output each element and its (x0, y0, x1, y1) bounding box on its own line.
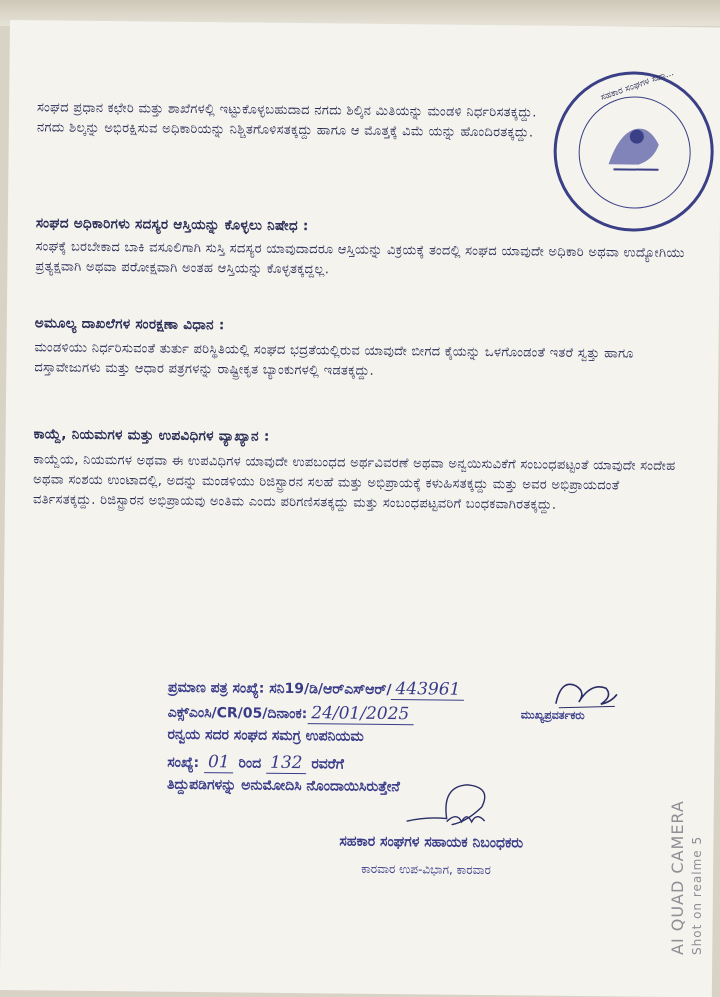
paragraph-records-protection: ಮಂಡಳಿಯು ನಿರ್ಧರಿಸುವಂತೆ ತುರ್ತು ಪರಿಸ್ಥಿತಿಯಲ್ಲಿ ಸಂಘದ ಭದ್ರತೆಯಲ್ಲಿರುವ ಯಾವುದೇ ಬೀಗದ ಕೈಯನ್ನು ಒಳಗೊಂಡಂತೆ ಇತರೆ ಸ್ವತ್ತು ಹಾಗೂ ದಸ್ತಾವೇಜುಗಳು ಮತ್ತು ಆಧಾರ ಪತ್ರಗಳನ್ನು ರಾಷ್ಟ್ರೀಕೃತ ಬ್ಯಾಂಕುಗಳಲ್ಲಿ ಇಡತಕ್ಕದ್ದು. (34, 340, 634, 379)
certificate-number-label: ಪ್ರಮಾಣ ಪತ್ರ ಸಂಖ್ಯೆ: ಸನಿ19/ಡಿ/ಆರ್‌ಎಸ್‌ಆರ್/ (167, 679, 392, 699)
heading-property-purchase-ban: ಸಂಘದ ಅಧಿಕಾರಿಗಳು ಸದಸ್ಯರ ಆಸ್ತಿಯನ್ನು ಕೊಳ್ಳಲು ನಿಷೇಧ : (35, 215, 309, 235)
certificate-number-line (168, 677, 465, 700)
range-suffix-text: ರವರೆಗೆ (311, 756, 344, 773)
official-seal-stamp (553, 68, 715, 233)
chief-promoter-label: ಮುಖ್ಯಪ್ರವರ್ತಕರು (520, 708, 585, 723)
registrar-signature (396, 776, 517, 837)
seal-emblem-icon (598, 114, 669, 175)
certificate-date-label: ಎಕ್ಸ್‌ಎಂಸಿ/CR/05/ದಿನಾಂಕ: (167, 704, 308, 723)
paragraph-interpretation: ಕಾಯ್ದೆಯ, ನಿಯಮಗಳ ಅಥವಾ ಈ ಉಪವಿಧಿಗಳ ಯಾವುದೇ ಉಪಬಂಧದ ಅರ್ಥವಿವರಣೆ ಅಥವಾ ಅನ್ವಯಿಸುವಿಕೆಗೆ ಸಂಬಂಧಪಟ್ಟಂತೆ ಯಾವುದೇ ಸಂದೇಹ ಅಥವಾ ಸಂಶಯ ಉಂಟಾದಲ್ಲಿ, ಅದನ್ನು ಮಂಡಳಿಯು ರಿಜಿಸ್ಟ್ರಾರನ ಸಲಹೆ ಮತ್ತು ಅಭಿಪ್ರಾಯಕ್ಕೆ ಕಳುಹಿಸತಕ್ಕದ್ದು ಮತ್ತು ಅವರ ಅಭಿಪ್ರಾಯದಂತೆ ವರ್ತಿಸತಕ್ಕದ್ದು. ರಿಜಿಸ್ಟ್ರಾರನ ಅಭಿಪ್ರಾಯವು ಅಂತಿಮ ಎಂದು ಪರಿಗಣಿಸತಕ್ಕದ್ದು ಮತ್ತು ಸಂಬಂಧಪಟ್ಟವರಿಗೆ ಬಂಧಕವಾಗಿರತಕ್ಕದ್ದು. (32, 452, 676, 513)
document-page (0, 20, 720, 997)
camera-model-watermark: Shot on realme 5 (690, 835, 704, 955)
paragraph-property-purchase-ban: ಸಂಘಕ್ಕೆ ಬರಬೇಕಾದ ಬಾಕಿ ವಸೂಲಿಗಾಗಿ ಸುಸ್ತಿ ಸದಸ್ಯರ ಯಾವುದಾದರೂ ಆಸ್ತಿಯನ್ನು ವಿಕ್ರಯಕ್ಕೆ ತಂದಲ್ಲಿ ಸಂಘದ ಯಾವುದೇ ಅಧಿಕಾರಿ ಅಥವಾ ಉದ್ಯೋಗಿಯು ಪ್ರತ್ಯಕ್ಷವಾಗಿ ಅಥವಾ ಪರೋಕ್ಷವಾಗಿ ಅಂತಹ ಆಸ್ತಿಯನ್ನು ಕೊಳ್ಳತಕ್ಕದ್ದಲ್ಲ. (35, 239, 685, 278)
range-from-handwritten: 01 (204, 752, 234, 773)
registrar-office: ಕಾರವಾರ ಉಪ-ವಿಭಾಗ, ಕಾರವಾರ (361, 861, 491, 878)
range-mid-text: ರಿಂದ (238, 755, 262, 772)
paragraph-cash-balance: ಸಂಘದ ಪ್ರಧಾನ ಕಛೇರಿ ಮತ್ತು ಶಾಖೆಗಳಲ್ಲಿ ಇಟ್ಟುಕೊಳ್ಳಬಹುದಾದ ನಗದು ಶಿಲ್ಕಿನ ಮಿತಿಯನ್ನು ಮಂಡಳಿ ನಿರ್ಧರಿಸತಕ್ಕದ್ದು. ನಗದು ಶಿಲ್ಕನ್ನು ಅಭಿರಕ್ಷಿಸುವ ಅಧಿಕಾರಿಯನ್ನು ನಿಶ್ಚಿತಗೊಳಿಸತಕ್ಕದ್ದು ಹಾಗೂ ಆ ಮೊತ್ತಕ್ಕೆ ವಿಮೆ ಯನ್ನು ಹೊಂದಿರತಕ್ಕದ್ದು. (36, 100, 537, 141)
range-label: ಸಂಖ್ಯೆ: (167, 754, 200, 772)
heading-interpretation: ಕಾಯ್ದೆ, ನಿಯಮಗಳ ಮತ್ತು ಉಪವಿಧಿಗಳ ವ್ಯಾಖ್ಯಾನ : (33, 426, 270, 445)
certificate-approval-line: ತಿದ್ದುಪಡಿಗಳನ್ನು ಅನುಮೋದಿಸಿ ನೊಂದಾಯಿಸಿರುತ್ತೇನೆ (166, 776, 400, 796)
camera-watermark: AI QUAD CAMERA (668, 800, 687, 955)
range-to-handwritten: 132 (266, 753, 307, 774)
registrar-title: ಸಹಕಾರ ಸಂಘಗಳ ಸಹಾಯಕ ನಿಬಂಧಕರು (339, 833, 524, 852)
heading-records-protection: ಅಮೂಲ್ಯ ದಾಖಲೆಗಳ ಸಂರಕ್ಷಣಾ ವಿಧಾನ : (34, 315, 225, 334)
seal-text: ಸಹಕಾರ ಸಂಘಗಳ ಸಹಾ... (599, 68, 676, 104)
certificate-bylaw-line: ರನ್ವಯ ಸದರ ಸಂಘದ ಸಮಗ್ರ ಉಪನಿಯಮ (167, 726, 364, 745)
certificate-number-handwritten: 443961 (391, 679, 464, 701)
certificate-range-line (167, 752, 344, 774)
certificate-date-handwritten: 24/01/2025 (307, 703, 413, 725)
certificate-date-line (168, 702, 414, 725)
